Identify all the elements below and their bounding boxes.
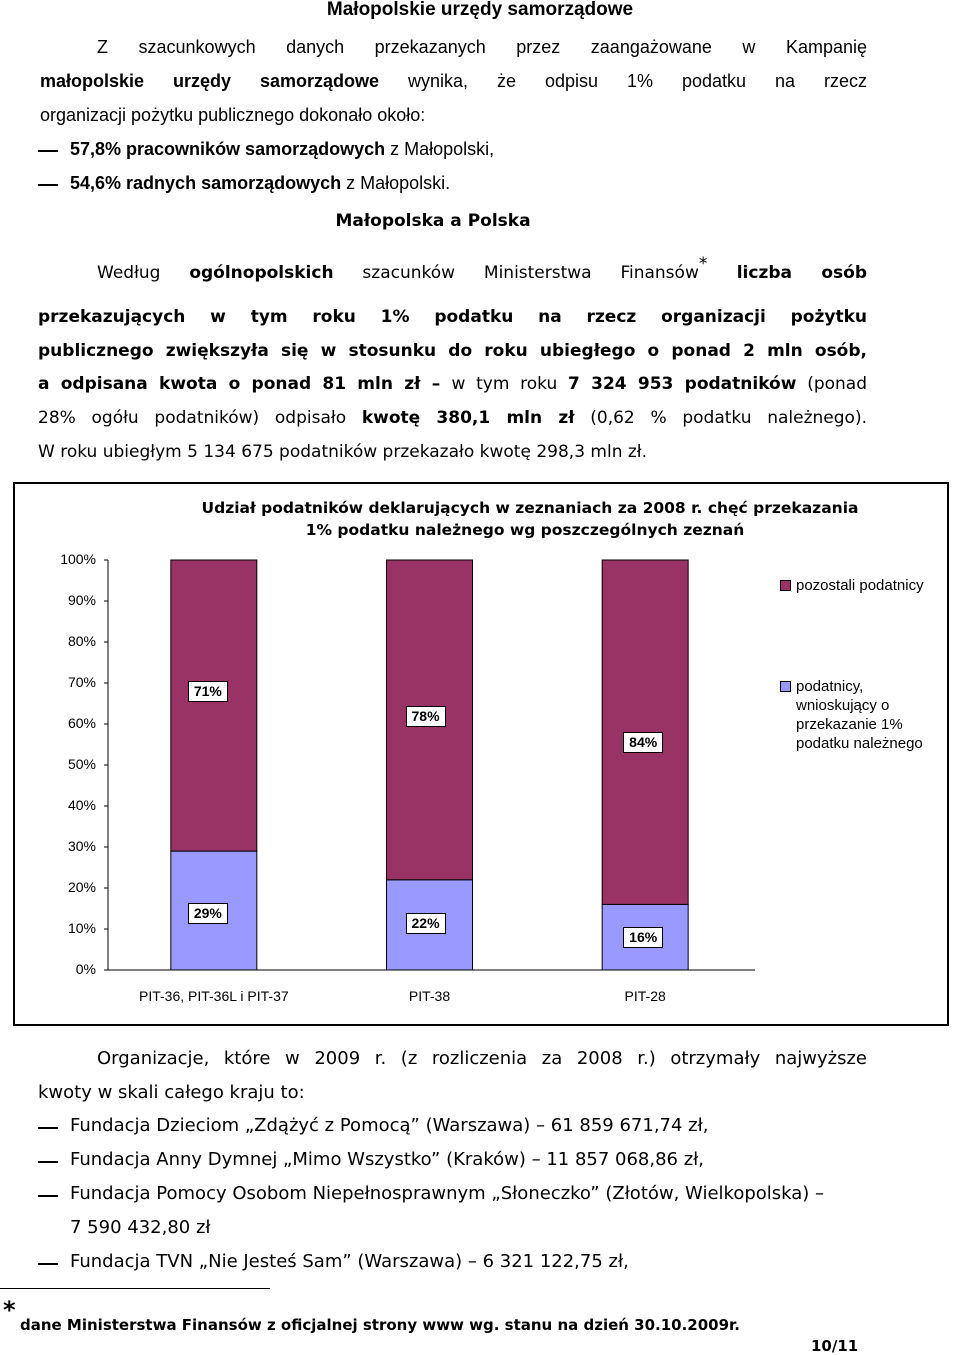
org-list-item: Fundacja Anny Dymnej „Mimo Wszystko” (Kraków) – 11 857 068,86 zł,	[70, 1149, 705, 1170]
section-title-malopolskie: Małopolskie urzędy samorządowe	[326, 0, 634, 20]
bullet-text: z Małopolski.	[341, 173, 451, 193]
legend-swatch-pozostali	[780, 580, 791, 591]
footnote-rule	[0, 1288, 270, 1289]
bold-text: publicznego zwiększyła się w stosunku do roku ubiegłego o ponad 2 mln osób,	[38, 341, 867, 361]
text: szacunków Ministerstwa Finansów	[333, 263, 699, 283]
bar-data-label: 22%	[406, 913, 446, 934]
legend-line: wnioskujący o	[796, 697, 890, 714]
para-bold: małopolskie urzędy samorządowe	[40, 71, 380, 91]
x-category-label: PIT-38	[408, 988, 451, 1004]
section-title-malopolska-a-polska: Małopolska a Polska	[335, 211, 531, 231]
footnote-star: *	[3, 1296, 16, 1324]
org-list-item: Fundacja TVN „Nie Jesteś Sam” (Warszawa) – 6 321 122,75 zł,	[70, 1251, 629, 1272]
org-list-item: Fundacja Pomocy Osobom Niepełnosprawnym „Słoneczko” (Złotów, Wielkopolska) –	[70, 1183, 825, 1204]
text: w tym roku	[451, 374, 569, 394]
text: (0,62 % podatku należnego).	[574, 408, 867, 428]
y-tick-label: 10%	[67, 920, 96, 936]
y-tick-label: 100%	[60, 551, 96, 567]
y-tick-label: 80%	[67, 633, 96, 649]
org-list-item: Fundacja Dzieciom „Zdążyć z Pomocą” (Warszawa) – 61 859 671,74 zł,	[70, 1115, 709, 1136]
legend-line: podatku należnego	[796, 735, 923, 752]
bullet-bold: 57,8% pracowników samorządowych	[70, 139, 386, 159]
bold-text: 7 324 953 podatników	[568, 374, 797, 394]
bold-text: liczba osób	[707, 263, 867, 283]
section1-para-line3: organizacji pożytku publicznego dokonało około:	[40, 105, 426, 125]
bold-text: przekazujących w tym roku 1% podatku na rzecz organizacji pożytku	[38, 307, 867, 327]
para-text: Z szacunkowych danych przekazanych przez zaangażowane w Kampanię	[97, 37, 867, 57]
y-tick-label: 40%	[67, 797, 96, 813]
y-tick-label: 90%	[67, 592, 96, 608]
x-category-label: PIT-36, PIT-36L i PIT-37	[138, 988, 289, 1004]
y-tick-label: 20%	[67, 879, 96, 895]
y-tick-label: 30%	[67, 838, 96, 854]
bold-text: kwotę 380,1 mln zł	[361, 408, 575, 428]
bullet-bold: 54,6% radnych samorządowych	[70, 173, 342, 193]
footnote-text: dane Ministerstwa Finansów z oficjalnej strony www wg. stanu na dzień 30.10.2009r.	[20, 1316, 741, 1334]
footnote-marker: *	[698, 254, 708, 274]
legend-line: podatnicy,	[796, 678, 864, 695]
bar-data-label: 29%	[188, 903, 228, 924]
bold-text: ogólnopolskich	[189, 263, 334, 283]
section3-intro-line2: kwoty w skali całego kraju to:	[38, 1082, 305, 1103]
bar-data-label: 78%	[406, 706, 446, 727]
y-tick-label: 50%	[67, 756, 96, 772]
section3-intro-line1	[97, 1042, 867, 1076]
chart-title-line: Udział podatników deklarujących w zeznaniach za 2008 r. chęć przekazania	[201, 499, 859, 517]
text: Organizacje, które w 2009 r. (z rozliczenia za 2008 r.) otrzymały najwyższe	[97, 1048, 867, 1069]
bar-data-label: 71%	[188, 681, 228, 702]
text: 28% ogółu podatników) odpisało	[38, 408, 362, 428]
text: (ponad	[796, 374, 867, 394]
bold-text: a odpisana kwota o ponad 81 mln zł –	[38, 374, 452, 394]
page-number: 10/11	[811, 1337, 859, 1355]
org-list-item-continuation: 7 590 432,80 zł	[70, 1217, 211, 1238]
legend-line: przekazanie 1%	[796, 716, 903, 733]
legend-label-wnioskujacy	[796, 677, 923, 753]
y-tick-label: 70%	[67, 674, 96, 690]
x-category-label: PIT-28	[624, 988, 666, 1004]
legend-swatch-wnioskujacy	[780, 681, 791, 692]
bullet-dash	[38, 1195, 58, 1197]
legend-label-pozostali: pozostali podatnicy	[796, 577, 924, 594]
y-tick-label: 0%	[75, 961, 96, 977]
y-tick-label: 60%	[67, 715, 96, 731]
bullet-dash	[38, 1161, 58, 1163]
bar-data-label: 84%	[623, 732, 663, 753]
bullet-dash	[38, 1127, 58, 1129]
chart-title-line: 1% podatku należnego wg poszczególnych zeznań	[305, 521, 745, 539]
bullet-text: z Małopolski,	[385, 139, 495, 159]
bar-data-label: 16%	[623, 927, 663, 948]
bar-segment-pozostali	[171, 560, 257, 851]
text: Według	[97, 263, 190, 283]
para-text: wynika, że odpisu 1% podatku na rzecz	[379, 71, 867, 91]
bullet-dash	[38, 1263, 58, 1265]
section2-line6: W roku ubiegłym 5 134 675 podatników przekazało kwotę 298,3 mln zł.	[38, 442, 648, 462]
